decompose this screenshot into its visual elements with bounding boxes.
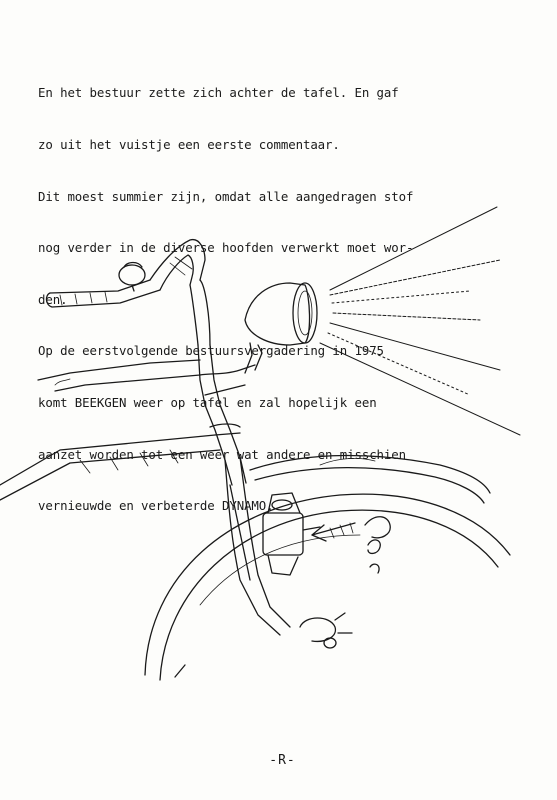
text-line: En het bestuur zette zich achter de tafel. En gaf (38, 85, 399, 101)
bicycle-illustration (0, 195, 557, 690)
lamp-icon (245, 283, 317, 373)
bell-icon (119, 263, 145, 292)
text-line: zo uit het vuistje een eerste commentaar. (38, 137, 340, 152)
front-wheel (145, 494, 510, 680)
fork (225, 457, 290, 635)
arrow-icon (312, 523, 355, 541)
text-line: den. (38, 291, 68, 307)
text-line: Op de eerstvolgende bestuursvergadering in 1975 (38, 343, 384, 359)
mudguard (250, 455, 490, 503)
text-line: komt BEEKGEN weer op tafel en zal hopelijk een (38, 394, 377, 410)
cable (365, 517, 390, 573)
text-line: Dit moest summier zijn, omdat alle aangedragen stof (38, 188, 414, 204)
head-tube (198, 345, 255, 485)
hub (300, 613, 352, 648)
handlebar (46, 240, 210, 345)
text-line: aanzet worden tot een weer wat andere en misschien (38, 446, 406, 462)
frame (0, 360, 220, 500)
page-number: -R- (269, 753, 296, 768)
dynamo-icon (263, 493, 320, 575)
light-rays (320, 207, 520, 435)
text-line: nog verder in de diverse hoofden verwerkt moet wor- (38, 240, 414, 256)
text-line: vernieuwde en verbeterde DYNAMO. (38, 498, 274, 514)
